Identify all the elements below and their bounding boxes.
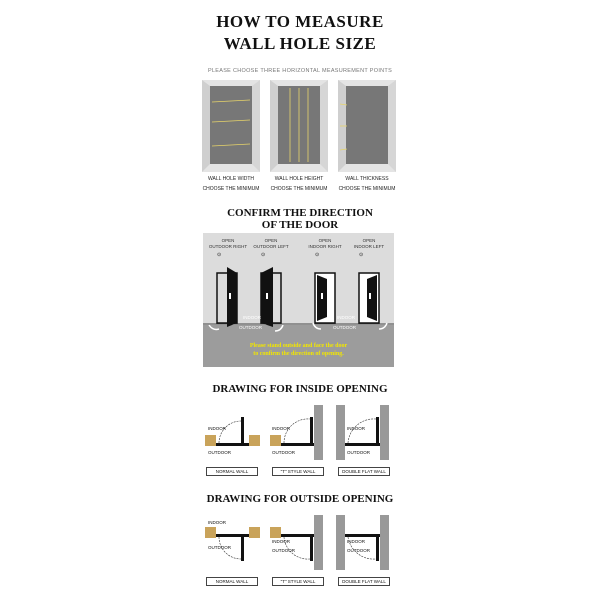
measure-label-thickness: WALL THICKNESS (345, 176, 389, 182)
chevron-down-icon: ⊙ (217, 252, 222, 258)
inside-t-outdoor: OUTDOOR (272, 450, 295, 455)
inside-wall-type-normal: NORMAL WALL (206, 467, 258, 476)
measure-hint-height: CHOOSE THE MINIMUM (270, 186, 328, 192)
direction-label-2-line-2: OUTDOOR LEFT (253, 244, 289, 249)
outside-double-outdoor: OUTDOOR (347, 548, 370, 553)
measure-hint-thickness: CHOOSE THE MINIMUM (338, 186, 396, 192)
inside-double-indoor: INDOOR (347, 426, 365, 431)
outside-t-indoor: INDOOR (272, 539, 290, 544)
inside-opening-title: DRAWING FOR INSIDE OPENING (212, 383, 388, 395)
measure-hint-width: CHOOSE THE MINIMUM (202, 186, 260, 192)
direction-note-line-1: Please stand outside and face the door (249, 343, 348, 349)
outside-wall-type-t: "T" STYLE WALL (272, 577, 324, 586)
outside-double-indoor: INDOOR (347, 539, 365, 544)
direction-label-4-line-2: INDOOR LEFT (353, 244, 385, 249)
direction-indoor-label: INDOOR (243, 315, 261, 320)
inside-double-outdoor: OUTDOOR (347, 450, 370, 455)
inside-t-indoor: INDOOR (272, 426, 290, 431)
outside-opening-title: DRAWING FOR OUTSIDE OPENING (206, 493, 394, 505)
direction-note-line-2: to confirm the direction of opening. (253, 351, 344, 357)
outside-t-outdoor: OUTDOOR (272, 548, 295, 553)
measure-label-height: WALL HOLE HEIGHT (274, 176, 324, 182)
inside-normal-outdoor: OUTDOOR (208, 450, 231, 455)
chevron-down-icon: ⊙ (359, 252, 364, 258)
outside-normal-indoor: INDOOR (208, 520, 226, 525)
direction-label-1-line-1: OPEN (221, 238, 235, 243)
inside-wall-type-double: DOUBLE FLAT WALL (338, 467, 390, 476)
title-line-2: WALL HOLE SIZE (223, 34, 377, 53)
direction-indoor-label-2: INDOOR (337, 315, 355, 320)
outside-normal-outdoor: OUTDOOR (208, 545, 231, 550)
direction-label-1-line-2: OUTDOOR RIGHT (208, 244, 248, 249)
direction-label-3-line-1: OPEN (318, 238, 332, 243)
inside-wall-type-t: "T" STYLE WALL (272, 467, 324, 476)
measure-label-width: WALL HOLE WIDTH (207, 176, 255, 182)
direction-panel (203, 233, 394, 367)
direction-label-2-line-1: OPEN (264, 238, 278, 243)
outside-wall-type-double: DOUBLE FLAT WALL (338, 577, 390, 586)
chevron-down-icon: ⊙ (315, 252, 320, 258)
direction-label-4-line-1: OPEN (362, 238, 376, 243)
title-line-1: HOW TO MEASURE (216, 12, 384, 31)
direction-outdoor-label: OUTDOOR (239, 325, 262, 330)
subtitle: PLEASE CHOOSE THREE HORIZONTAL MEASUREMENT POINTS (207, 68, 393, 74)
direction-title-line-2: OF THE DOOR (261, 219, 339, 231)
direction-outdoor-label-2: OUTDOOR (333, 325, 356, 330)
direction-label-3-line-2: INDOOR RIGHT (308, 244, 342, 249)
chevron-down-icon: ⊙ (261, 252, 266, 258)
inside-normal-indoor: INDOOR (208, 426, 226, 431)
outside-wall-type-normal: NORMAL WALL (206, 577, 258, 586)
direction-title-line-1: CONFIRM THE DIRECTION (227, 207, 373, 219)
